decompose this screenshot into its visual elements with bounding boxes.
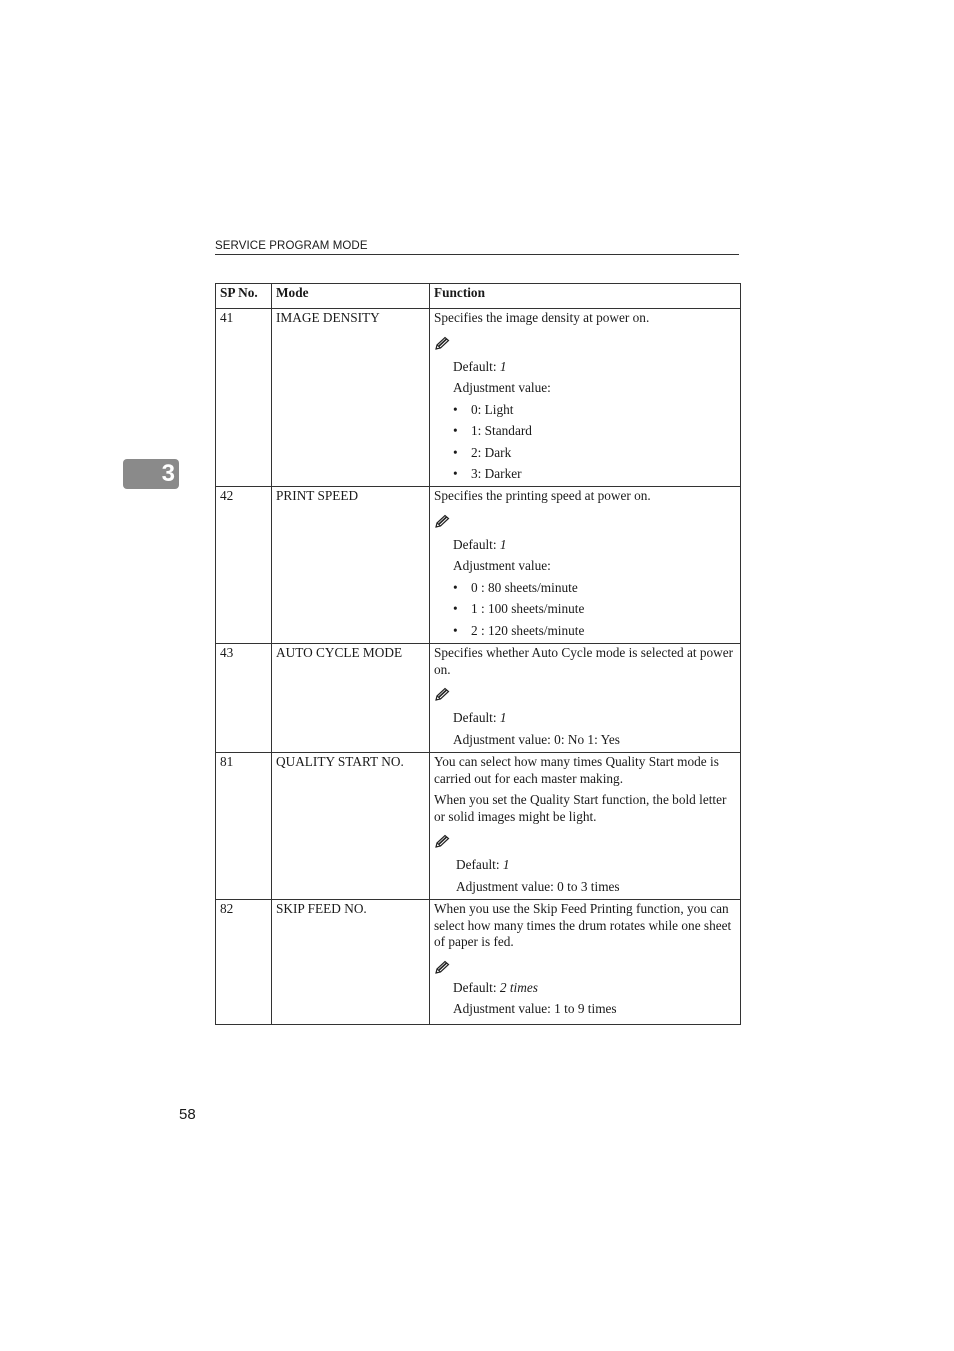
sp-mode-table	[215, 283, 741, 1025]
list-item: • 2: Dark	[453, 444, 512, 460]
function-description: Specifies the printing speed at power on.	[434, 488, 651, 503]
column-header-sp-no: SP No.	[216, 284, 272, 309]
list-item: • 2 : 120 sheets/minute	[453, 622, 585, 638]
default-line	[453, 707, 736, 729]
adjustment-line: Adjustment value:	[453, 558, 551, 573]
function-cell	[430, 753, 741, 900]
function-description: Specifies whether Auto Cycle mode is selected at power on.	[434, 645, 734, 677]
note-body	[456, 854, 736, 897]
pencil-note-icon	[434, 960, 736, 977]
pencil-note-icon	[434, 514, 736, 531]
pencil-note-icon	[434, 336, 736, 353]
list-item: • 1: Standard	[453, 423, 532, 438]
mode-name: QUALITY START NO.	[272, 753, 430, 900]
column-header-mode: Mode	[272, 284, 430, 309]
sp-number: 41	[216, 309, 272, 487]
default-label: Default:	[453, 536, 500, 552]
option-text: 2 : 120 sheets/minute	[471, 622, 585, 638]
running-header: SERVICE PROGRAM MODE	[215, 240, 739, 255]
default-value: 1	[502, 857, 510, 872]
option-list	[453, 399, 736, 485]
table-row	[216, 644, 741, 753]
table-row	[216, 487, 741, 644]
chapter-tab: 3	[123, 459, 179, 489]
sp-number: 43	[216, 644, 272, 753]
note-body	[453, 534, 736, 642]
option-text: 3: Darker	[471, 466, 522, 481]
mode-name: IMAGE DENSITY	[272, 309, 430, 487]
column-header-function: Function	[430, 284, 741, 309]
default-label: Default:	[453, 358, 500, 374]
option-text: 1 : 100 sheets/minute	[471, 601, 585, 616]
table-row	[216, 900, 741, 1025]
default-value: 1	[499, 536, 507, 552]
function-description: When you use the Skip Feed Printing function, you can select how many times the drum rotates while one sheet of paper is fed.	[434, 901, 732, 949]
default-label: Default:	[453, 979, 500, 995]
mode-name: SKIP FEED NO.	[272, 900, 430, 1025]
pencil-note-icon	[434, 834, 736, 851]
page-number: 58	[179, 1106, 196, 1123]
list-item: • 0 : 80 sheets/minute	[453, 579, 578, 595]
adjustment-line: Adjustment value: 0 to 3 times	[456, 878, 620, 894]
default-value: 1	[499, 358, 507, 374]
pencil-note-icon	[434, 687, 736, 704]
sp-number: 81	[216, 753, 272, 900]
mode-name: PRINT SPEED	[272, 487, 430, 644]
function-description: You can select how many times Quality Start mode is carried out for each master making.	[434, 754, 719, 786]
sp-number: 42	[216, 487, 272, 644]
option-text: 2: Dark	[471, 444, 512, 460]
function-description: When you set the Quality Start function, the bold letter or solid images might be light.	[434, 792, 727, 824]
option-text: 1: Standard	[471, 423, 532, 438]
default-label: Default:	[456, 857, 503, 872]
default-line	[453, 534, 736, 556]
default-line	[456, 854, 736, 876]
default-label: Default:	[453, 710, 500, 725]
note-body	[453, 977, 736, 1020]
default-line	[453, 977, 736, 999]
adjustment-line: Adjustment value: 0: No 1: Yes	[453, 731, 620, 747]
default-line	[453, 356, 736, 378]
function-cell	[430, 487, 741, 644]
function-description: Specifies the image density at power on.	[434, 310, 650, 325]
mode-name: AUTO CYCLE MODE	[272, 644, 430, 753]
list-item: • 0: Light	[453, 401, 514, 417]
note-body	[453, 707, 736, 750]
function-cell	[430, 644, 741, 753]
option-text: 0 : 80 sheets/minute	[471, 579, 578, 595]
sp-number: 82	[216, 900, 272, 1025]
list-item: • 3: Darker	[453, 466, 522, 481]
table-row	[216, 309, 741, 487]
note-body	[453, 356, 736, 485]
list-item: • 1 : 100 sheets/minute	[453, 601, 585, 616]
adjustment-line: Adjustment value: 1 to 9 times	[453, 1001, 617, 1016]
option-list	[453, 577, 736, 642]
table-header-row	[216, 284, 741, 309]
adjustment-line: Adjustment value:	[453, 380, 551, 395]
default-value: 2 times	[499, 979, 538, 995]
function-cell	[430, 309, 741, 487]
default-value: 1	[499, 710, 507, 725]
option-text: 0: Light	[471, 401, 514, 417]
table-row	[216, 753, 741, 900]
function-cell	[430, 900, 741, 1025]
